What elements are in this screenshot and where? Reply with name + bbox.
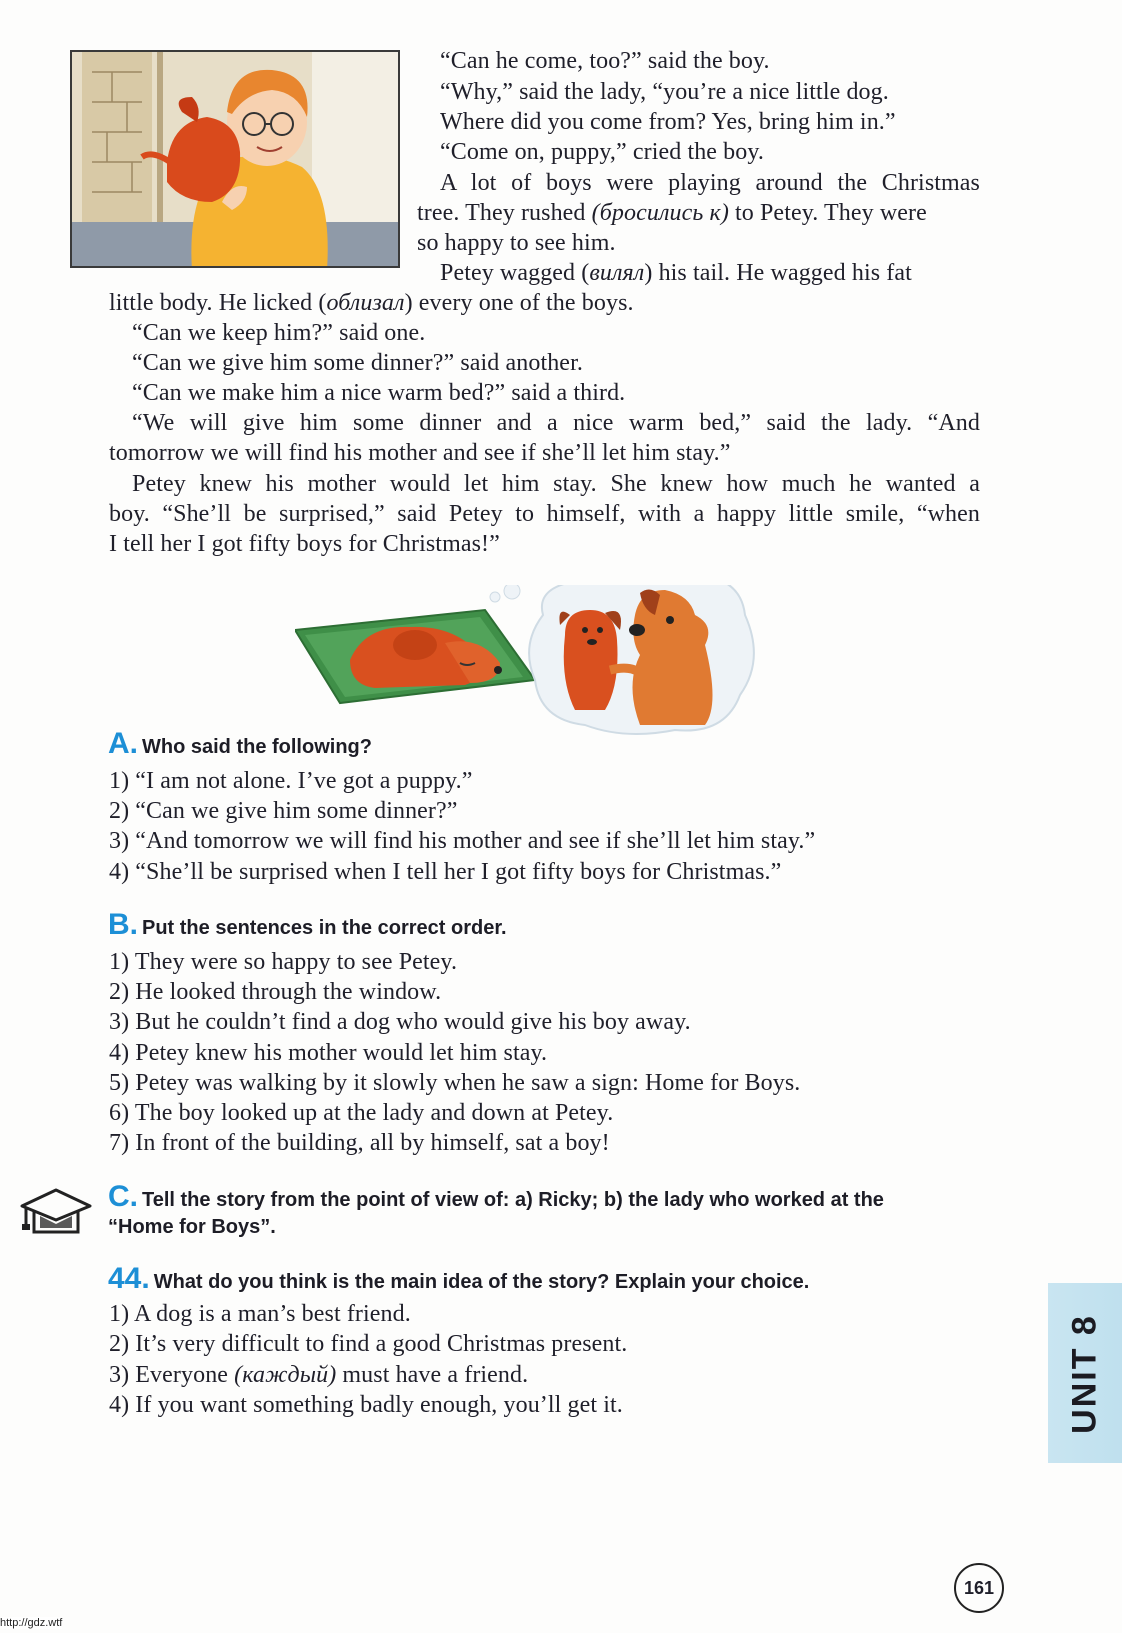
story-line: so happy to see him. xyxy=(417,230,616,256)
list-item: 1) They were so happy to see Petey. xyxy=(109,949,458,975)
page-number: 161 xyxy=(954,1563,1004,1613)
task-title: What do you think is the main idea of the story? Explain your choice. xyxy=(153,1271,810,1293)
story-line: “Can we keep him?” said one. xyxy=(132,320,426,346)
task-title-continuation: “Home for Boys”. xyxy=(108,1216,276,1238)
story-line: Where did you come from? Yes, bring him in.” xyxy=(440,109,896,135)
story-text: Petey wagged ( xyxy=(440,260,590,286)
list-item: 4) “She’ll be surprised when I tell her I got fifty boys for Christmas.” xyxy=(109,859,782,885)
story-text: little body. He licked ( xyxy=(109,290,327,316)
task-letter: A. xyxy=(108,727,138,760)
story-line: “We will give him some dinner and a nice warm bed,” said the lady. “And xyxy=(132,410,980,436)
list-item: 3) But he couldn’t find a dog who would give his boy away. xyxy=(109,1009,691,1035)
unit-label: UNIT 8 xyxy=(1065,1314,1104,1434)
translation-note: вилял xyxy=(589,260,645,286)
list-item: 2) He looked through the window. xyxy=(109,979,442,1005)
story-text: ) his tail. He wagged his fat xyxy=(644,260,912,286)
list-item: 1) A dog is a man’s best friend. xyxy=(109,1301,411,1327)
translation-note: (каждый) xyxy=(234,1362,337,1388)
story-line: “Why,” said the lady, “you’re a nice little dog. xyxy=(440,79,889,105)
task-b-heading xyxy=(108,908,507,942)
story-line: boy. “She’ll be surprised,” said Petey to himself, with a happy little smile, “when xyxy=(109,501,980,527)
list-item: 6) The boy looked up at the lady and down at Petey. xyxy=(109,1100,614,1126)
story-text: to Petey. They were xyxy=(728,200,927,226)
translation-note: (бросились к) xyxy=(591,200,729,226)
story-line: “Can he come, too?” said the boy. xyxy=(440,48,770,74)
translation-note: облизал xyxy=(326,290,405,316)
boy-with-puppy-illustration xyxy=(70,50,400,268)
story-line: A lot of boys were playing around the Christmas xyxy=(440,170,980,196)
story-line: tomorrow we will find his mother and see if she’ll let him stay.” xyxy=(109,440,731,466)
sleeping-dog-illustration xyxy=(295,585,780,735)
task-letter: C. xyxy=(108,1180,138,1213)
story-text: ) every one of the boys. xyxy=(404,290,634,316)
task-number: 44. xyxy=(108,1262,150,1295)
task-title: Put the sentences in the correct order. xyxy=(142,917,507,939)
list-item-text: must have a friend. xyxy=(336,1362,529,1388)
list-item: 4) Petey knew his mother would let him stay. xyxy=(109,1040,548,1066)
task-title: Tell the story from the point of view of: a) Ricky; b) the lady who worked at the xyxy=(142,1189,884,1211)
task-title: Who said the following? xyxy=(142,736,372,758)
list-item: 2) “Can we give him some dinner?” xyxy=(109,798,458,824)
homework-hat-icon xyxy=(18,1186,94,1242)
story-line: I tell her I got fifty boys for Christmas!” xyxy=(109,531,500,557)
list-item: 3) “And tomorrow we will find his mother and see if she’ll let him stay.” xyxy=(109,828,816,854)
story-line: “Come on, puppy,” cried the boy. xyxy=(440,139,765,165)
story-line xyxy=(440,258,980,289)
list-item: 2) It’s very difficult to find a good Christmas present. xyxy=(109,1331,628,1357)
list-item: 7) In front of the building, all by himself, sat a boy! xyxy=(109,1130,610,1156)
story-line xyxy=(417,198,980,229)
list-item: 4) If you want something badly enough, you’ll get it. xyxy=(109,1392,623,1418)
task-a-heading xyxy=(108,727,372,761)
list-item: 1) “I am not alone. I’ve got a puppy.” xyxy=(109,768,473,794)
watermark: http://gdz.wtf xyxy=(0,1617,63,1629)
story-text: tree. They rushed xyxy=(417,200,592,226)
story-line xyxy=(109,288,634,319)
story-line: Petey knew his mother would let him stay. She knew how much he wanted a xyxy=(132,471,980,497)
list-item: 5) Petey was walking by it slowly when he saw a sign: Home for Boys. xyxy=(109,1070,801,1096)
story-line: “Can we give him some dinner?” said another. xyxy=(132,350,583,376)
list-item-text: 3) Everyone xyxy=(109,1362,235,1388)
story-line: “Can we make him a nice warm bed?” said a third. xyxy=(132,380,626,406)
list-item xyxy=(109,1360,528,1391)
task-c-heading xyxy=(108,1180,884,1214)
task-44-heading xyxy=(108,1262,809,1296)
task-letter: B. xyxy=(108,908,138,941)
